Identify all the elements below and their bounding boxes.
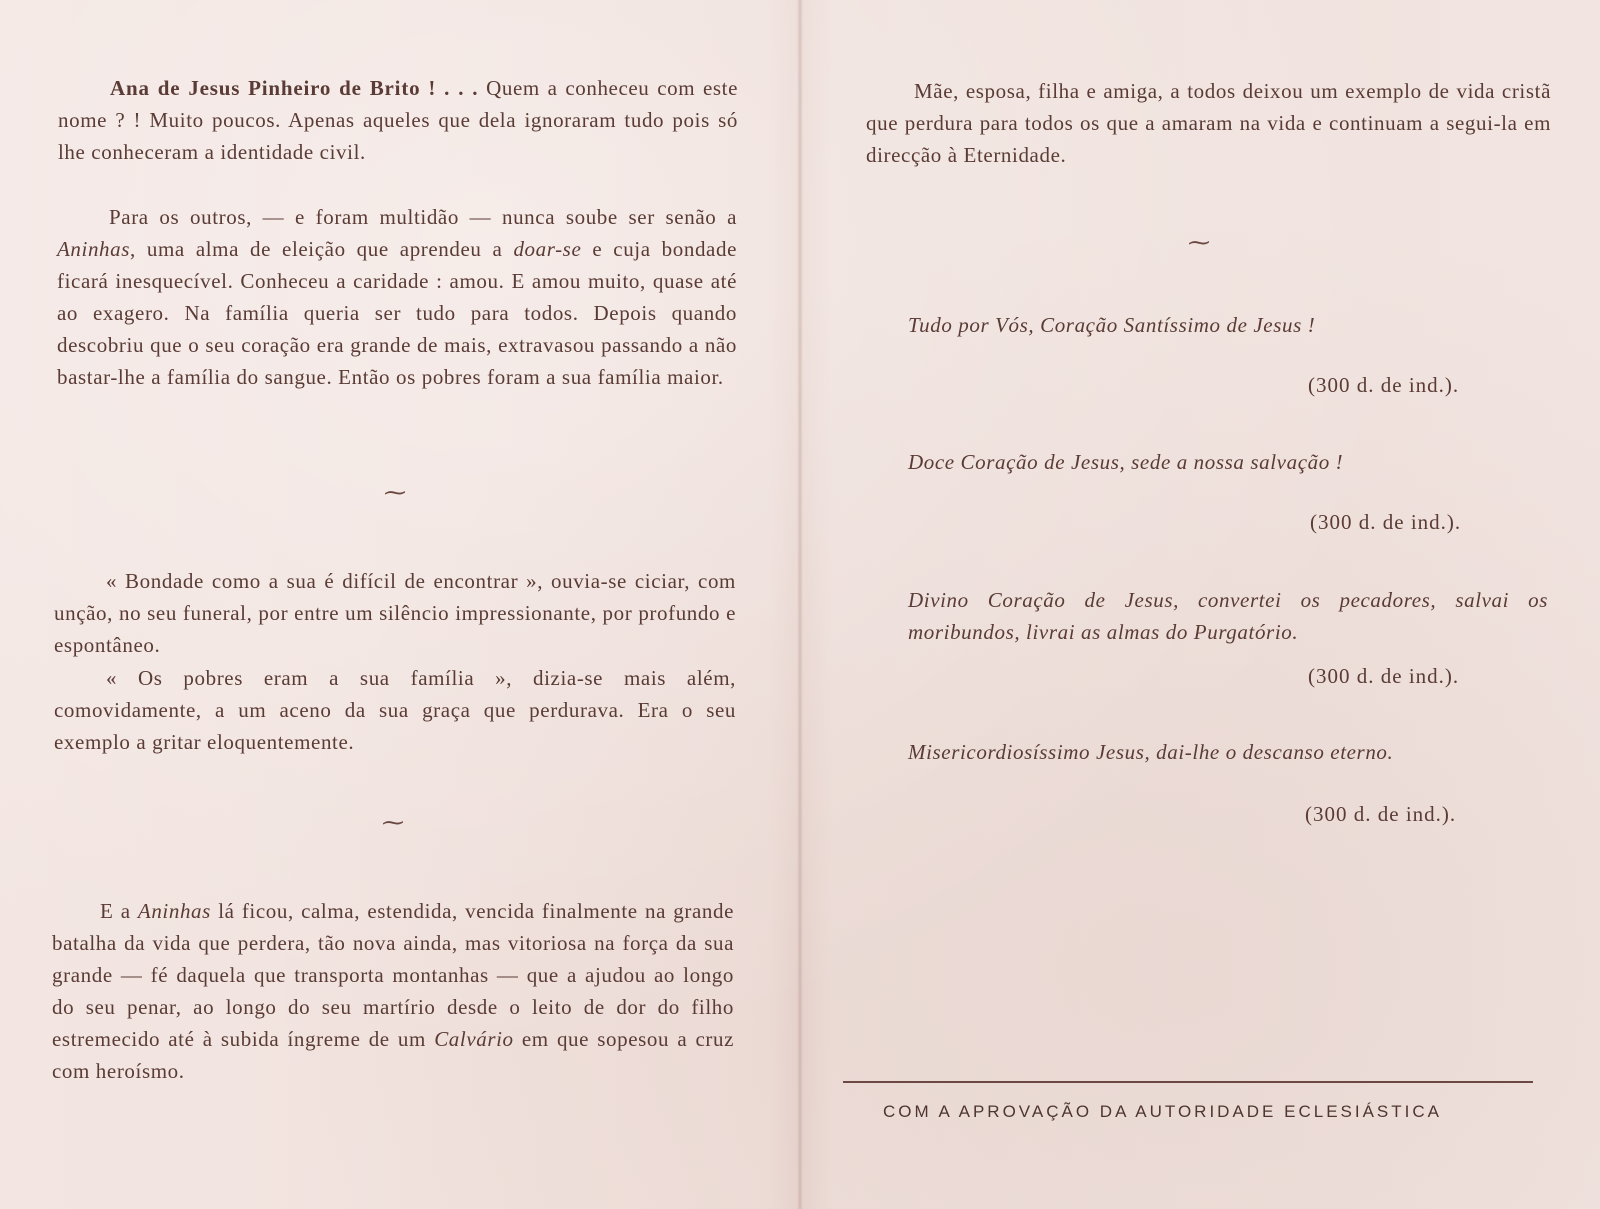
emphasis-doar-se: doar-se — [513, 237, 582, 261]
ornament-swash-icon: ⁓ — [1188, 230, 1210, 255]
ornament-swash-icon: ⁓ — [384, 480, 406, 505]
emphasis-calvario: Calvário — [434, 1027, 514, 1051]
deceased-name: Ana de Jesus Pinheiro de Brito ! . . . — [110, 76, 479, 100]
paragraph-intro-text: Quem a conheceu com este nome ? ! Muito poucos. Apenas aqueles que dela ignoraram tudo pois só lhe conheceram a identidade civil. — [58, 76, 738, 164]
text-run: em que sopesou a cruz com heroísmo. — [52, 1027, 734, 1083]
nickname-aninhas: Aninhas — [137, 899, 211, 923]
divider-rule — [843, 1081, 1533, 1083]
prayer-4: Misericordiosíssimo Jesus, dai-lhe o descanso eterno. — [908, 740, 1394, 764]
prayer-2: Doce Coração de Jesus, sede a nossa salvação ! — [908, 450, 1344, 474]
paragraph-charity — [57, 201, 737, 393]
paragraph-intro — [58, 72, 738, 168]
ecclesiastical-approval: COM A APROVAÇÃO DA AUTORIDADE ECLESIÁSTICA — [883, 1102, 1442, 1121]
indulgence-4: (300 d. de ind.). — [1305, 802, 1457, 826]
paragraph-calvary — [52, 895, 734, 1087]
paragraph-example: Mãe, esposa, filha e amiga, a todos deixou um exemplo de vida cristã que perdura para todos os que a amaram na vida e continuam a segui-la em direcção à Eternidade. — [866, 79, 1551, 167]
left-page — [52, 0, 742, 1209]
prayer-3: Divino Coração de Jesus, convertei os pecadores, salvai os moribundos, livrai as almas do Purgatório. — [908, 588, 1548, 644]
text-run: lá ficou, calma, estendida, vencida finalmente na grande batalha da vida que perdera, tão nova ainda, mas vitoriosa na força da sua grande — fé daquela que transporta montanhas — que a ajudou ao longo do seu penar, ao longo do seu martírio desde o leito de dor do filho estremecido até à subida íngreme de um — [52, 899, 734, 1051]
text-run: Para os outros, — e foram multidão — nunca soube ser senão a — [109, 205, 737, 229]
right-page — [858, 0, 1551, 1209]
paragraph-family: « Os pobres eram a sua família », dizia-se mais além, comovidamente, a um aceno da sua graça que perdurava. Era o seu exemplo a gritar eloquentemente. — [54, 666, 736, 754]
ornament-swash-icon: ⁓ — [382, 810, 404, 835]
text-run: E a — [100, 899, 138, 923]
indulgence-2: (300 d. de ind.). — [1310, 510, 1462, 534]
center-fold — [797, 0, 803, 1209]
indulgence-3: (300 d. de ind.). — [1308, 664, 1460, 688]
paragraph-funeral: « Bondade como a sua é difícil de encontrar », ouvia-se ciciar, com unção, no seu funeral, por entre um silêncio impressionante, por profundo e espontâneo. — [54, 569, 736, 657]
text-run: , uma alma de eleição que aprendeu a — [130, 237, 514, 261]
prayer-1: Tudo por Vós, Coração Santíssimo de Jesus ! — [908, 313, 1316, 337]
nickname-aninhas: Aninhas — [57, 237, 131, 261]
text-run: e cuja bondade ficará inesquecível. Conheceu a caridade : amou. E amou muito, quase até ao exagero. Na família queria ser tudo para todos. Depois quando descobriu que o seu coração era grande de mais, extravasou passando a não bastar-lhe a família do sangue. Então os pobres foram a sua família maior. — [57, 237, 737, 389]
indulgence-1: (300 d. de ind.). — [1308, 373, 1460, 397]
